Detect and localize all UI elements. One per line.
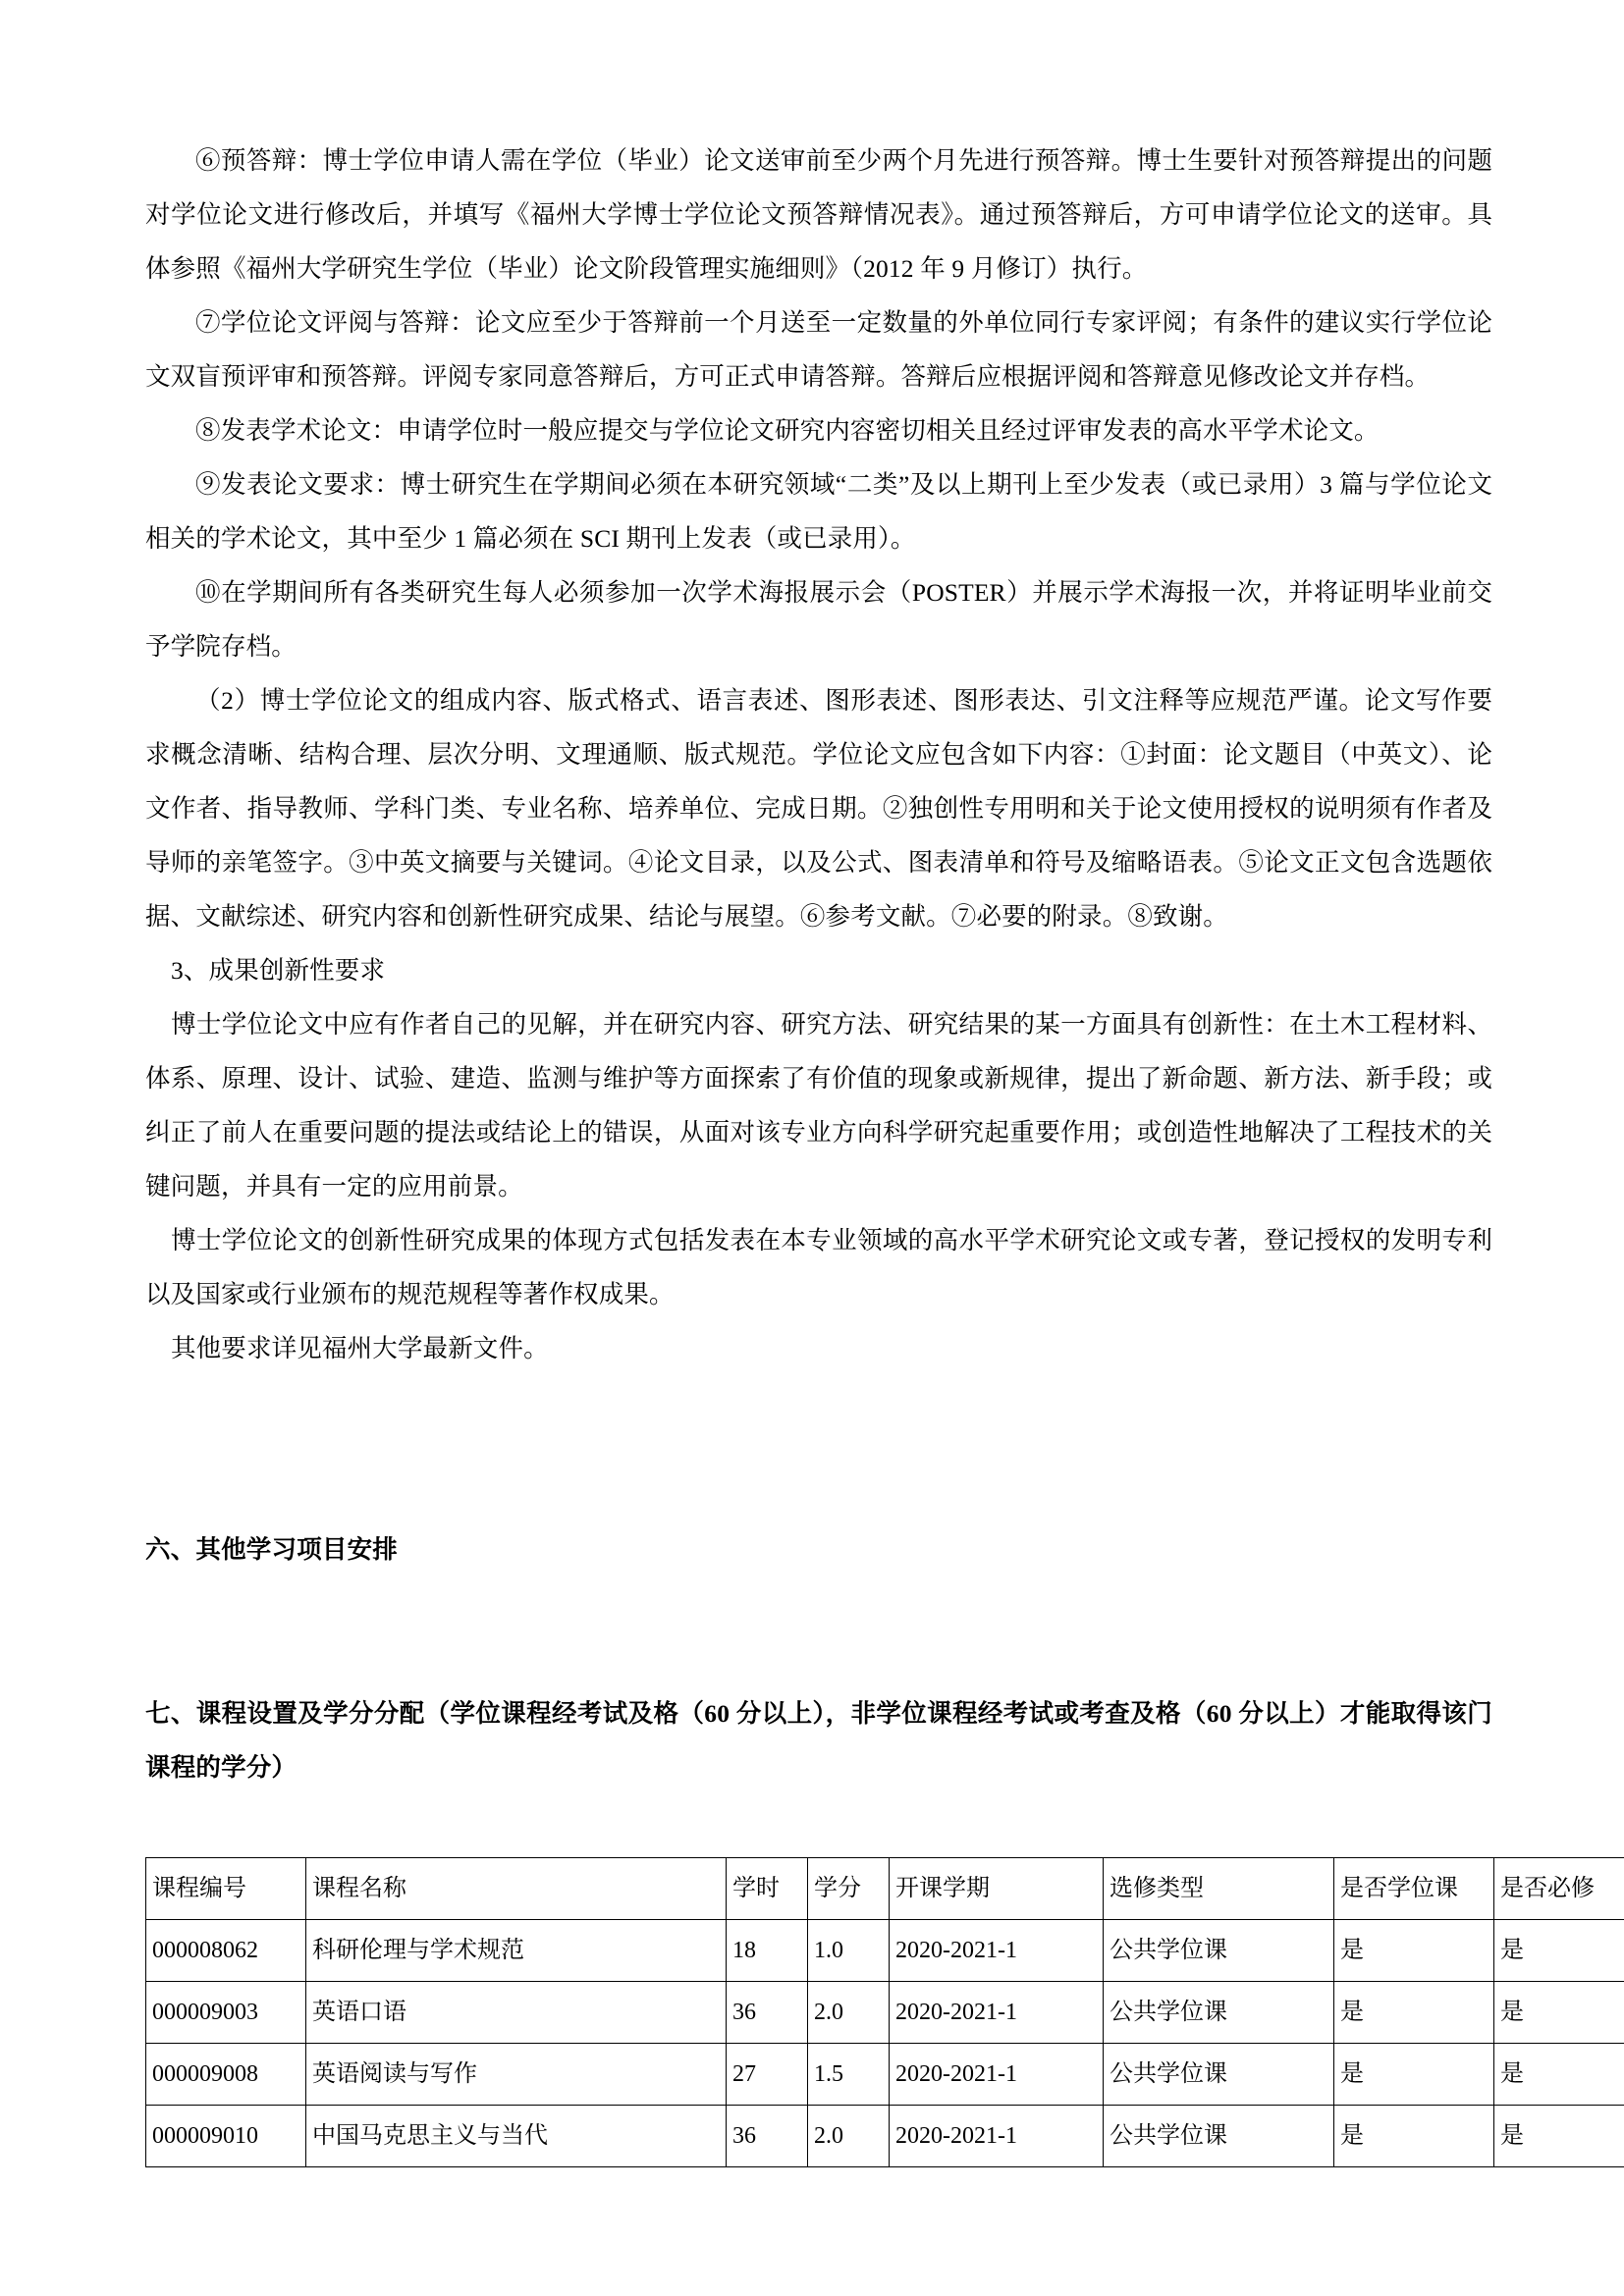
cell-course-code: 000008062	[146, 1920, 306, 1982]
cell-class-hours: 18	[727, 1920, 808, 1982]
paragraph-pre-defense: ⑥预答辩：博士学位申请人需在学位（毕业）论文送审前至少两个月先进行预答辩。博士生要针对预答辩提出的问题对学位论文进行修改后，并填写《福州大学博士学位论文预答辩情况表》。通过预答辩后，方可申请学位论文的送审。具体参照《福州大学研究生学位（毕业）论文阶段管理实施细则》（2012 年 9 月修订）执行。	[145, 146, 1492, 283]
cell-elective-type: 公共学位课	[1104, 1982, 1334, 2044]
subheading-innovation-requirements: 3、成果创新性要求	[171, 956, 386, 985]
cell-credits: 2.0	[808, 2106, 890, 2167]
cell-is-required: 是	[1494, 2106, 1624, 2167]
cell-term: 2020-2021-1	[890, 2106, 1104, 2167]
paragraph-thesis-composition: （2）博士学位论文的组成内容、版式格式、语言表述、图形表述、图形表达、引文注释等应规范严谨。论文写作要求概念清晰、结构合理、层次分明、文理通顺、版式规范。学位论文应包含如下内容：①封面：论文题目（中英文）、论文作者、指导教师、学科门类、专业名称、培养单位、完成日期。②独创性专用明和关于论文使用授权的说明须有作者及导师的亲笔签字。③中英文摘要与关键词。④论文目录，以及公式、图表清单和符号及缩略语表。⑤论文正文包含选题依据、文献综述、研究内容和创新性研究成果、结论与展望。⑥参考文献。⑦必要的附录。⑧致谢。	[145, 686, 1492, 931]
table-header-row	[146, 1858, 1624, 1920]
paragraph-innovation-1: 博士学位论文中应有作者自己的见解，并在研究内容、研究方法、研究结果的某一方面具有创新性：在土木工程材料、体系、原理、设计、试验、建造、监测与维护等方面探索了有价值的现象或新规律，提出了新命题、新方法、新手段；或纠正了前人在重要问题的提法或结论上的错误，从面对该专业方向科学研究起重要作用；或创造性地解决了工程技术的关键问题，并具有一定的应用前景。	[145, 1010, 1492, 1201]
cell-term: 2020-2021-1	[890, 2044, 1104, 2106]
section-six-heading: 六、其他学习项目安排	[145, 1535, 399, 1564]
course-table-body	[146, 1920, 1624, 2167]
cell-elective-type: 公共学位课	[1104, 2044, 1334, 2106]
document-content	[145, 133, 1595, 2167]
cell-course-name: 英语口语	[306, 1982, 727, 2044]
cell-course-name: 科研伦理与学术规范	[306, 1920, 727, 1982]
paragraph-publish-requirements: ⑨发表论文要求：博士研究生在学期间必须在本研究领域“二类”及以上期刊上至少发表（或已录用）3 篇与学位论文相关的学术论文，其中至少 1 篇必须在 SCI 期刊上发表（或已录用）。	[145, 470, 1492, 553]
cell-credits: 1.5	[808, 2044, 890, 2106]
column-header-is-required: 是否必修	[1494, 1858, 1624, 1920]
cell-course-code: 000009010	[146, 2106, 306, 2167]
cell-term: 2020-2021-1	[890, 1982, 1104, 2044]
cell-elective-type: 公共学位课	[1104, 1920, 1334, 1982]
column-header-term: 开课学期	[890, 1858, 1104, 1920]
table-row	[146, 2044, 1624, 2106]
column-header-course-name: 课程名称	[306, 1858, 727, 1920]
section-seven-heading: 七、课程设置及学分分配（学位课程经考试及格（60 分以上），非学位课程经考试或考查及格（60 分以上）才能取得该门课程的学分）	[145, 1699, 1492, 1782]
column-header-is-degree-course: 是否学位课	[1334, 1858, 1494, 1920]
paragraph-innovation-2: 博士学位论文的创新性研究成果的体现方式包括发表在本专业领域的高水平学术研究论文或专著，登记授权的发明专利以及国家或行业颁布的规范规程等著作权成果。	[145, 1226, 1492, 1308]
spacer-before-section-seven	[145, 1576, 1492, 1686]
paragraph-review-defense: ⑦学位论文评阅与答辩：论文应至少于答辩前一个月送至一定数量的外单位同行专家评阅；有条件的建议实行学位论文双盲预评审和预答辩。评阅专家同意答辩后，方可正式申请答辩。答辩后应根据评阅和答辩意见修改论文并存档。	[145, 308, 1492, 391]
cell-is-degree-course: 是	[1334, 1982, 1494, 2044]
cell-is-degree-course: 是	[1334, 1920, 1494, 1982]
cell-class-hours: 36	[727, 2106, 808, 2167]
cell-is-degree-course: 是	[1334, 2044, 1494, 2106]
cell-course-name: 英语阅读与写作	[306, 2044, 727, 2106]
cell-is-required: 是	[1494, 2044, 1624, 2106]
course-table-head	[146, 1858, 1624, 1920]
table-row	[146, 1920, 1624, 1982]
cell-class-hours: 36	[727, 1982, 808, 2044]
table-row	[146, 2106, 1624, 2167]
cell-is-required: 是	[1494, 1920, 1624, 1982]
paragraph-publish-papers: ⑧发表学术论文：申请学位时一般应提交与学位论文研究内容密切相关且经过评审发表的高水平学术论文。	[195, 416, 1380, 445]
cell-credits: 2.0	[808, 1982, 890, 2044]
cell-credits: 1.0	[808, 1920, 890, 1982]
column-header-elective-type: 选修类型	[1104, 1858, 1334, 1920]
paragraph-innovation-3: 其他要求详见福州大学最新文件。	[171, 1334, 549, 1362]
column-header-class-hours: 学时	[727, 1858, 808, 1920]
cell-elective-type: 公共学位课	[1104, 2106, 1334, 2167]
cell-course-name: 中国马克思主义与当代	[306, 2106, 727, 2167]
cell-is-required: 是	[1494, 1982, 1624, 2044]
cell-term: 2020-2021-1	[890, 1920, 1104, 1982]
spacer-before-section-six	[145, 1375, 1492, 1522]
cell-course-code: 000009003	[146, 1982, 306, 2044]
cell-course-code: 000009008	[146, 2044, 306, 2106]
column-header-credits: 学分	[808, 1858, 890, 1920]
spacer-before-table	[145, 1794, 1492, 1851]
paragraph-poster-requirement: ⑩在学期间所有各类研究生每人必须参加一次学术海报展示会（POSTER）并展示学术海报一次，并将证明毕业前交予学院存档。	[145, 578, 1492, 661]
column-header-course-code: 课程编号	[146, 1858, 306, 1920]
course-table	[145, 1857, 1624, 2167]
cell-class-hours: 27	[727, 2044, 808, 2106]
table-row	[146, 1982, 1624, 2044]
cell-is-degree-course: 是	[1334, 2106, 1494, 2167]
